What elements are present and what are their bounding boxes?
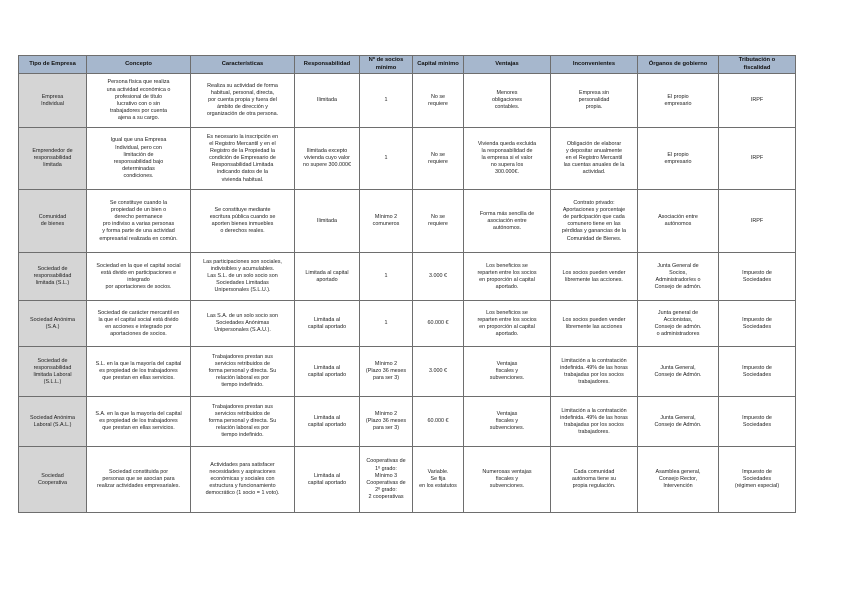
inconvenientes-cell: Empresa sin personalidad propia.: [551, 74, 638, 128]
ventajas-cell: Los beneficios se reparten entre los socios en proporción al capital aportado.: [464, 301, 551, 347]
header-responsabilidad: Responsabilidad: [295, 56, 360, 74]
caracteristicas-cell: Las participaciones son sociales, indivisibles y acumulables. Las S.L. de un solo socio son Sociedades Limitadas Unipersonales (S.L.U.).: [191, 253, 295, 301]
capital-cell: No se requiere: [413, 74, 464, 128]
concepto-cell: S.L. en la que la mayoría del capital es propiedad de los trabajadores que prestan en ellas servicios.: [87, 347, 191, 397]
table-row: [19, 190, 796, 253]
tributacion-cell: IRPF: [719, 74, 796, 128]
tipo-cell: Empresa Individual: [19, 74, 87, 128]
responsabilidad-cell: Limitada al capital aportado: [295, 301, 360, 347]
ventajas-cell: Forma más sencilla de asociación entre autónomos.: [464, 190, 551, 253]
tributacion-cell: Impuesto de Sociedades: [719, 253, 796, 301]
header-socios: Nº de socios mínimo: [360, 56, 413, 74]
ventajas-cell: Menores obligaciones contables.: [464, 74, 551, 128]
ventajas-cell: Ventajas fiscales y subvenciones.: [464, 397, 551, 447]
concepto-cell: Igual que una Empresa Individual, pero con limitación de responsabilidad bajo determinadas condiciones.: [87, 128, 191, 190]
table-row: [19, 74, 796, 128]
concepto-cell: Sociedad en la que el capital social está divido en participaciones e integrado por aportaciones de socios.: [87, 253, 191, 301]
organos-cell: Asociación entre autónomos: [638, 190, 719, 253]
capital-cell: 3.000 €: [413, 253, 464, 301]
inconvenientes-cell: Contrato privado: Aportaciones y porcentaje de participación que cada comunero tiene en las pérdidas y ganancias de la Comunidad de Bienes.: [551, 190, 638, 253]
tributacion-cell: IRPF: [719, 190, 796, 253]
concepto-cell: Sociedad constituida por personas que se asocian para realizar actividades empresariales.: [87, 447, 191, 513]
concepto-cell: Se constituye cuando la propiedad de un bien o derecho permanece pro indiviso a varias personas y forma parte de una actividad empresarial realizada en común.: [87, 190, 191, 253]
capital-cell: 3.000 €: [413, 347, 464, 397]
header-inconvenientes: Inconvenientes: [551, 56, 638, 74]
capital-cell: No se requiere: [413, 128, 464, 190]
capital-cell: 60.000 €: [413, 397, 464, 447]
table-body: [19, 74, 796, 513]
table-row: [19, 128, 796, 190]
caracteristicas-cell: Actividades para satisfacer necesidades y aspiraciones económicas y sociales con estructura y funcionamiento democrático (1 socio = 1 voto).: [191, 447, 295, 513]
organos-cell: Junta general de Accionistas, Consejo de admón. o administradores: [638, 301, 719, 347]
header-row: [19, 56, 796, 74]
organos-cell: Junta General, Consejo de Admón.: [638, 347, 719, 397]
concepto-cell: Persona física que realiza una actividad económica o profesional de título lucrativo con o sin trabajadores por cuenta ajena a su cargo.: [87, 74, 191, 128]
tipo-cell: Sociedad de responsabilidad limitada Laboral (S.L.L.): [19, 347, 87, 397]
capital-cell: Variable. Se fija en los estatutos: [413, 447, 464, 513]
tributacion-cell: Impuesto de Sociedades (régimen especial): [719, 447, 796, 513]
socios-cell: Mínimo 2 (Plazo 36 meses para ser 3): [360, 347, 413, 397]
caracteristicas-cell: Trabajadores prestan sus servicios retribuidos de forma personal y directa. Su relación laboral es por tiempo indefinido.: [191, 347, 295, 397]
header-ventajas: Ventajas: [464, 56, 551, 74]
socios-cell: Mínimo 2 (Plazo 36 meses para ser 3): [360, 397, 413, 447]
tipo-cell: Comunidad de bienes: [19, 190, 87, 253]
tributacion-cell: Impuesto de Sociedades: [719, 301, 796, 347]
responsabilidad-cell: Limitada al capital aportado: [295, 447, 360, 513]
ventajas-cell: Numerosas ventajas fiscales y subvenciones.: [464, 447, 551, 513]
tipo-cell: Sociedad Cooperativa: [19, 447, 87, 513]
inconvenientes-cell: Limitación a la contratación indefinida. 49% de las horas trabajadas por los socios trabajadores.: [551, 397, 638, 447]
organos-cell: El propio empresario: [638, 74, 719, 128]
tributacion-cell: Impuesto de Sociedades: [719, 347, 796, 397]
inconvenientes-cell: Obligación de elaborar y depositar anualmente en el Registro Mercantil las cuentas anuales de la actividad.: [551, 128, 638, 190]
responsabilidad-cell: Ilimitada: [295, 74, 360, 128]
table-row: [19, 253, 796, 301]
header-capital: Capital mínimo: [413, 56, 464, 74]
caracteristicas-cell: Trabajadores prestan sus servicios retribuidos de forma personal y directa. Su relación laboral es por tiempo indefinido.: [191, 397, 295, 447]
inconvenientes-cell: Cada comunidad autónoma tiene su propia regulación.: [551, 447, 638, 513]
socios-cell: 1: [360, 253, 413, 301]
table-row: [19, 347, 796, 397]
tipo-cell: Sociedad Anónima (S.A.): [19, 301, 87, 347]
socios-cell: Mínimo 2 comuneros: [360, 190, 413, 253]
caracteristicas-cell: Las S.A. de un solo socio son Sociedades Anónimas Unipersonales (S.A.U.).: [191, 301, 295, 347]
organos-cell: Junta General, Consejo de Admón.: [638, 397, 719, 447]
tipo-cell: Emprendedor de responsabilidad limitada: [19, 128, 87, 190]
ventajas-cell: Ventajas fiscales y subvenciones.: [464, 347, 551, 397]
header-tipo: Tipo de Empresa: [19, 56, 87, 74]
table-row: [19, 447, 796, 513]
table-row: [19, 301, 796, 347]
socios-cell: Cooperativas de 1º grado: Mínimo 3 Cooperativas de 2º grado: 2 cooperativas: [360, 447, 413, 513]
page: [18, 55, 796, 513]
ventajas-cell: Vivienda queda excluida la responsabilidad de la empresa si el valor no supera los 300.000€.: [464, 128, 551, 190]
tipo-cell: Sociedad de responsabilidad limitada (S.L.): [19, 253, 87, 301]
organos-cell: Junta General de Socios, Administrador/es o Consejo de admón.: [638, 253, 719, 301]
responsabilidad-cell: Limitada al capital aportado: [295, 397, 360, 447]
caracteristicas-cell: Se constituye mediante escritura pública cuando se aporten bienes inmuebles o derechos reales.: [191, 190, 295, 253]
caracteristicas-cell: Realiza su actividad de forma habitual, personal, directa, por cuenta propia y fuera del ámbito de dirección y organización de otra persona.: [191, 74, 295, 128]
responsabilidad-cell: Ilimitada: [295, 190, 360, 253]
header-caracteristicas: Características: [191, 56, 295, 74]
company-types-table: [18, 55, 796, 513]
header-concepto: Concepto: [87, 56, 191, 74]
capital-cell: No se requiere: [413, 190, 464, 253]
organos-cell: El propio empresario: [638, 128, 719, 190]
tributacion-cell: Impuesto de Sociedades: [719, 397, 796, 447]
caracteristicas-cell: Es necesario la inscripción en el Registro Mercantil y en el Registro de la Propiedad la condición de Empresario de Responsabilidad Limitada indicando datos de la vivienda habitual.: [191, 128, 295, 190]
tipo-cell: Sociedad Anónima Laboral (S.A.L.): [19, 397, 87, 447]
concepto-cell: S.A. en la que la mayoría del capital es propiedad de los trabajadores que prestan en ellas servicios.: [87, 397, 191, 447]
header-organos: Órganos de gobierno: [638, 56, 719, 74]
socios-cell: 1: [360, 74, 413, 128]
responsabilidad-cell: Limitada al capital aportado: [295, 253, 360, 301]
socios-cell: 1: [360, 301, 413, 347]
socios-cell: 1: [360, 128, 413, 190]
capital-cell: 60.000 €: [413, 301, 464, 347]
responsabilidad-cell: Limitada al capital aportado: [295, 347, 360, 397]
responsabilidad-cell: Ilimitada excepto vivienda cuyo valor no supere 300.000€: [295, 128, 360, 190]
organos-cell: Asamblea general, Consejo Rector, Intervención: [638, 447, 719, 513]
header-tributacion: Tributación o fiscalidad: [719, 56, 796, 74]
inconvenientes-cell: Limitación a la contratación indefinida. 49% de las horas trabajadas por los socios trabajadores.: [551, 347, 638, 397]
ventajas-cell: Los beneficios se reparten entre los socios en proporción al capital aportado.: [464, 253, 551, 301]
inconvenientes-cell: Los socios pueden vender libremente las acciones.: [551, 253, 638, 301]
tributacion-cell: IRPF: [719, 128, 796, 190]
concepto-cell: Sociedad de carácter mercantil en la que el capital social está divido en acciones e integrado por aportaciones de socios.: [87, 301, 191, 347]
inconvenientes-cell: Los socios pueden vender libremente las acciones: [551, 301, 638, 347]
table-row: [19, 397, 796, 447]
